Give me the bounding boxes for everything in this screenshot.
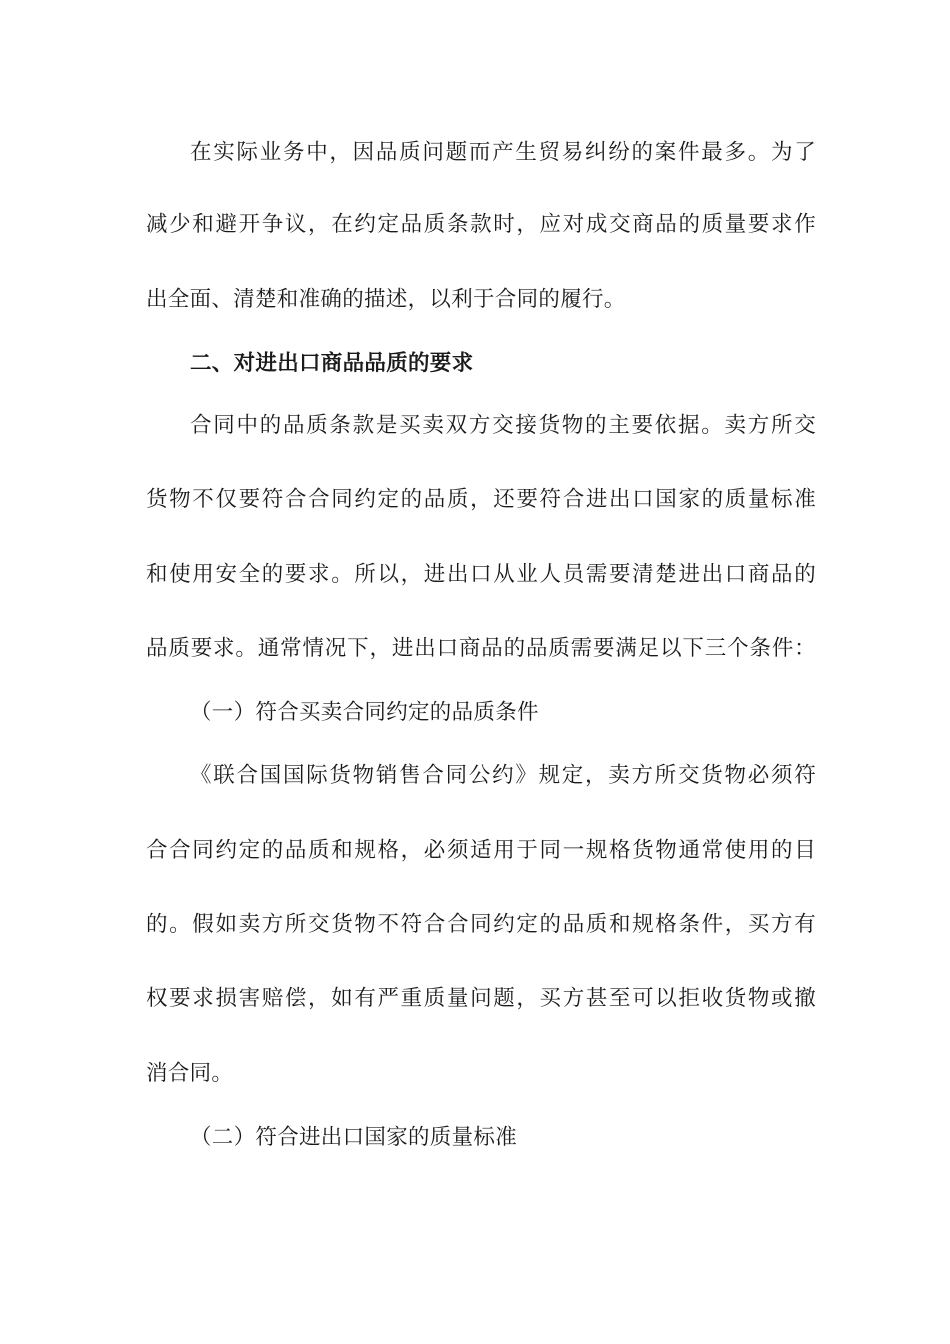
paragraph-line: 在实际业务中，因品质问题而产生贸易纠纷的案件最多。为了: [190, 140, 816, 165]
paragraph-line: 《联合国国际货物销售合同公约》规定，卖方所交货物必须符: [190, 763, 816, 788]
paragraph-line: 和使用安全的要求。所以，进出口从业人员需要清楚进出口商品的: [146, 562, 816, 587]
paragraph-line: 出全面、清楚和准确的描述，以利于合同的履行。: [146, 287, 626, 312]
paragraph-line: 合合同约定的品质和规格，必须适用于同一规格货物通常使用的目: [146, 838, 816, 863]
paragraph-line: 的。假如卖方所交货物不符合合同约定的品质和规格条件，买方有: [146, 912, 816, 937]
paragraph-line: 合同中的品质条款是买卖双方交接货物的主要依据。卖方所交: [190, 413, 816, 438]
subsection-heading: （二）符合进出口国家的质量标准: [190, 1125, 518, 1150]
paragraph-line: 权要求损害赔偿，如有严重质量问题，买方甚至可以拒收货物或撤: [146, 986, 816, 1011]
paragraph-line: 减少和避开争议，在约定品质条款时，应对成交商品的质量要求作: [146, 212, 816, 237]
section-heading: 二、对进出口商品品质的要求: [190, 351, 474, 376]
paragraph-line: 品质要求。通常情况下，进出口商品的品质需要满足以下三个条件：: [146, 636, 816, 661]
paragraph-line: 货物不仅要符合合同约定的品质，还要符合进出口国家的质量标准: [146, 487, 816, 512]
paragraph-line: 消合同。: [146, 1061, 234, 1086]
subsection-heading: （一）符合买卖合同约定的品质条件: [190, 700, 539, 725]
